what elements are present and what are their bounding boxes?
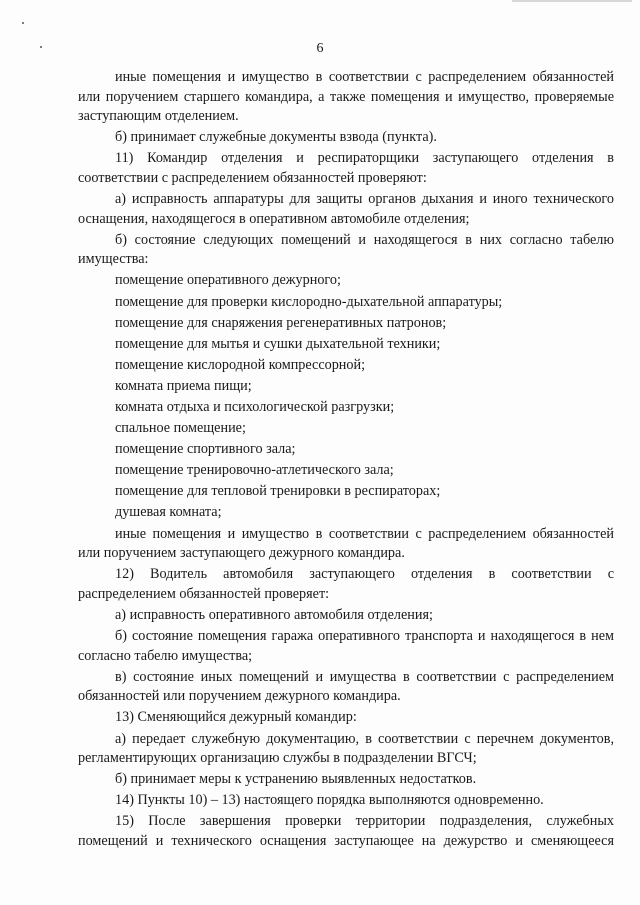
paragraph: 12) Водитель автомобиля заступающего отделения в соответствии с распределением обязанностей проверяет:: [78, 566, 614, 602]
list-item: помещение тренировочно-атлетического зала;: [115, 462, 394, 479]
list-item: помещение для мытья и сушки дыхательной техники;: [115, 335, 441, 352]
paragraph: иные помещения и имущество в соответствии с распределением обязанностей или поручением старшего командира, а также помещения и имущество, проверяемые заступающим отделением.: [78, 69, 614, 125]
scan-speck: [22, 22, 24, 24]
list-item: спальное помещение;: [115, 420, 246, 437]
page-number: 6: [316, 41, 324, 56]
paragraph: б) состояние следующих помещений и находящегося в них согласно табелю имущества:: [78, 231, 614, 268]
paragraph: а) исправность аппаратуры для защиты органов дыхания и иного технического оснащения, находящегося в оперативном автомобиле отделения;: [78, 191, 614, 227]
paragraph: 14) Пункты 10) – 13) настоящего порядка выполняются одновременно.: [115, 792, 544, 809]
paragraph: а) исправность оперативного автомобиля отделения;: [115, 606, 433, 623]
paragraph: иные помещения и имущество в соответствии с распределением обязанностей или поручением заступающего дежурного командира.: [78, 525, 614, 562]
paragraph: в) состояние иных помещений и имущества в соответствии с распределением обязанностей или поручением дежурного командира.: [78, 668, 614, 705]
paragraph: а) передает служебную документацию, в соответствии с перечнем документов, регламентирующих организацию службы в подразделении ВГСЧ;: [78, 730, 614, 767]
paragraph: 15) После завершения проверки территории подразделения, служебных помещений и технического оснащения заступающее на дежурство и сменяющееся: [78, 813, 614, 849]
scan-edge-mark: [512, 0, 632, 2]
document-body: [78, 68, 614, 853]
list-item: помещение оперативного дежурного;: [115, 272, 341, 289]
list-item: помещение для снаряжения регенеративных патронов;: [115, 314, 447, 331]
list-item: помещение для проверки кислородно-дыхательной аппаратуры;: [115, 293, 503, 310]
paragraph: б) состояние помещения гаража оперативного транспорта и находящегося в нем согласно табелю имущества;: [78, 628, 614, 664]
paragraph: 13) Сменяющийся дежурный командир:: [115, 709, 357, 726]
list-item: комната отдыха и психологической разгрузки;: [115, 399, 395, 415]
list-item: помещение кислородной компрессорной;: [115, 356, 366, 373]
list-item: душевая комната;: [115, 504, 222, 521]
paragraph: 11) Командир отделения и респираторщики заступающего отделения в соответствии с распределением обязанностей проверяют:: [78, 150, 614, 186]
list-item: комната приема пищи;: [115, 377, 252, 394]
list-item: помещение для тепловой тренировки в респираторах;: [115, 483, 441, 500]
paragraph: б) принимает меры к устранению выявленных недостатков.: [115, 771, 477, 788]
paragraph: б) принимает служебные документы взвода (пункта).: [115, 129, 437, 146]
list-item: помещение спортивного зала;: [115, 441, 296, 458]
